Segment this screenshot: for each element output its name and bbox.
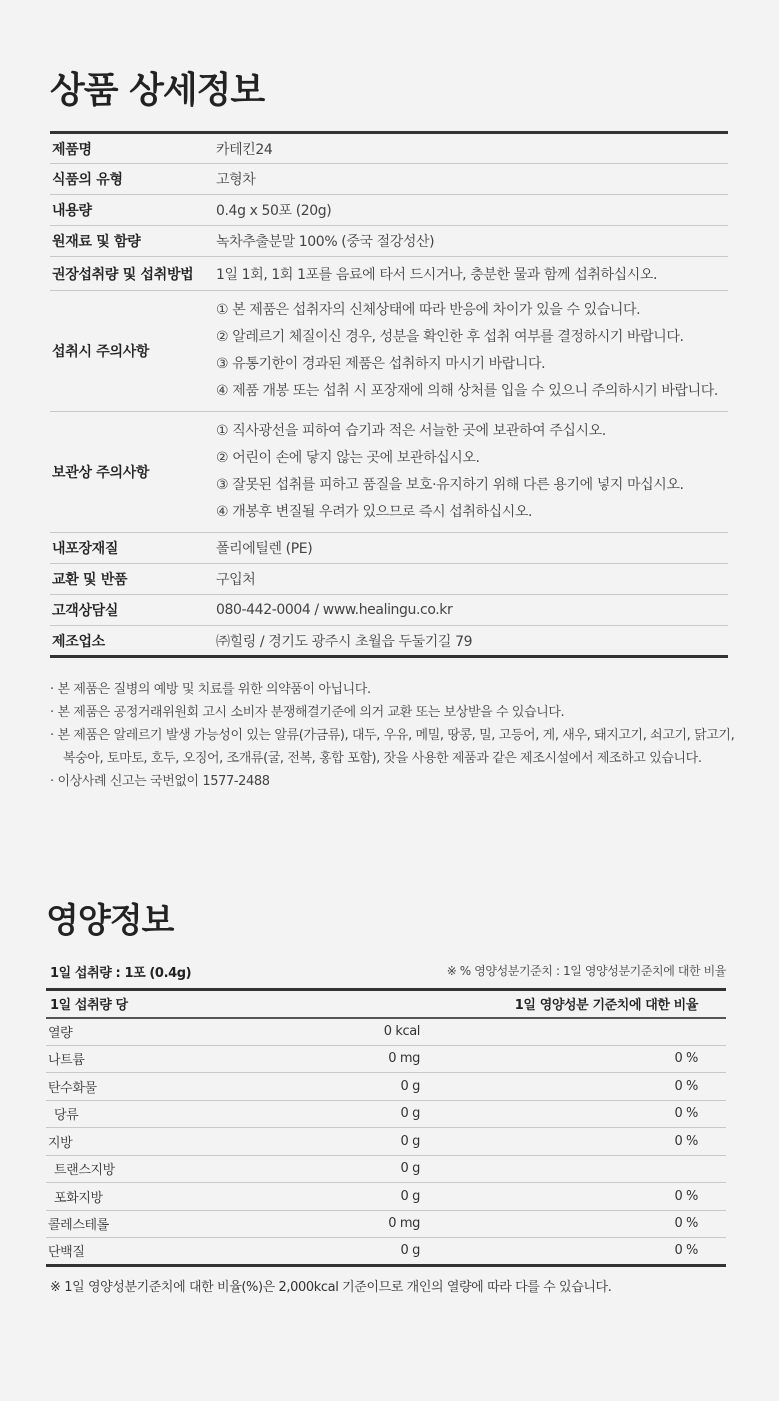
header-daily-value: 1일 영양성분 기준치에 대한 비율 bbox=[420, 990, 726, 1018]
table-row bbox=[50, 257, 728, 291]
nutrient-amount: 0 g bbox=[256, 1183, 420, 1211]
caution-line: ③ 유통기한이 경과된 제품은 섭취하지 마시기 바랍니다. bbox=[216, 356, 546, 372]
nutrient-daily-pct: 0 % bbox=[420, 1073, 726, 1101]
nutrient-daily-pct: 0 % bbox=[420, 1183, 726, 1211]
nutrient-name: 나트륨 bbox=[46, 1045, 256, 1073]
nutrient-name: 단백질 bbox=[48, 1245, 85, 1261]
row-value-content-amount: 0.4g x 50포 (20g) bbox=[216, 195, 728, 226]
nutrient-daily-pct: 0 % bbox=[420, 1045, 726, 1073]
table-row bbox=[50, 626, 728, 657]
nutrient-name: 탄수화물 bbox=[46, 1073, 256, 1101]
row-value-ingredients: 녹차추출분말 100% (중국 절강성산) bbox=[216, 226, 728, 257]
table-row bbox=[46, 1155, 726, 1183]
header-per-serving: 1일 섭취량 당 bbox=[46, 990, 420, 1018]
table-row bbox=[50, 195, 728, 226]
row-label-storage-cautions: 보관상 주의사항 bbox=[50, 412, 216, 533]
row-value-intake-cautions bbox=[216, 291, 728, 412]
row-label-ingredients: 원재료 및 함량 bbox=[50, 226, 216, 257]
product-notes bbox=[50, 678, 750, 793]
storage-line: ④ 개봉후 변질될 우려가 있으므로 즉시 섭취하십시오. bbox=[216, 504, 533, 520]
table-row bbox=[50, 412, 728, 533]
note-item: · 본 제품은 알레르기 발생 가능성이 있는 알류(가금류), 대두, 우유, 메밀, 땅콩, 밀, 고등어, 게, 새우, 돼지고기, 쇠고기, 닭고기, 복숭아, 토마토, 호두, 오징어, 조개류(굴, 전복, 홍합 포함), 잣을 사용한 제품과 같은 제조시설에서 제조하고 있습니다. bbox=[50, 724, 750, 770]
table-row bbox=[46, 1018, 726, 1046]
storage-line: ③ 잘못된 섭취를 피하고 품질을 보호·유지하기 위해 다른 용기에 넣지 마십시오. bbox=[216, 477, 684, 493]
row-value-exchange-return: 구입처 bbox=[216, 564, 728, 595]
table-row bbox=[46, 1183, 726, 1211]
nutrient-amount: 0 kcal bbox=[256, 1018, 420, 1046]
nutrient-amount: 0 g bbox=[256, 1100, 420, 1128]
nutrient-amount: 0 g bbox=[256, 1128, 420, 1156]
row-label-food-type: 식품의 유형 bbox=[50, 164, 216, 195]
nutrition-table bbox=[46, 988, 726, 1267]
nutrient-name: 트랜스지방 bbox=[46, 1155, 256, 1183]
table-row bbox=[50, 291, 728, 412]
daily-value-note: ※ % 영양성분기준치 : 1일 영양성분기준치에 대한 비율 bbox=[446, 964, 726, 978]
caution-line: ① 본 제품은 섭취자의 신체상태에 따라 반응에 차이가 있을 수 있습니다. bbox=[216, 302, 641, 318]
nutrient-daily-pct: 0 % bbox=[674, 1243, 698, 1259]
row-label-recommended-intake: 권장섭취량 및 섭취방법 bbox=[50, 257, 216, 291]
table-row bbox=[46, 1210, 726, 1238]
table-row bbox=[50, 533, 728, 564]
nutrient-amount: 0 g bbox=[400, 1243, 420, 1259]
row-value-food-type: 고형차 bbox=[216, 164, 728, 195]
note-item: · 본 제품은 질병의 예방 및 치료를 위한 의약품이 아닙니다. bbox=[50, 678, 750, 701]
row-label-manufacturer: 제조업소 bbox=[52, 633, 105, 650]
storage-line: ② 어린이 손에 닿지 않는 곳에 보관하십시오. bbox=[216, 450, 480, 466]
nutrition-title: 영양정보 bbox=[46, 901, 174, 941]
serving-row bbox=[50, 962, 726, 984]
caution-line: ④ 제품 개봉 또는 섭취 시 포장재에 의해 상처를 입을 수 있으니 주의하시기 바랍니다. bbox=[216, 383, 718, 399]
nutrient-daily-pct bbox=[420, 1018, 726, 1046]
table-row bbox=[46, 1238, 726, 1266]
row-value-recommended-intake: 1일 1회, 1회 1포를 음료에 타서 드시거나, 충분한 물과 함께 섭취하십시오. bbox=[216, 257, 728, 291]
nutrient-amount: 0 mg bbox=[256, 1045, 420, 1073]
row-value-manufacturer: ㈜힐링 / 경기도 광주시 초월읍 두둘기길 79 bbox=[216, 633, 473, 650]
nutrient-name: 지방 bbox=[46, 1128, 256, 1156]
table-row bbox=[46, 1073, 726, 1101]
row-value-customer-center: 080-442-0004 / www.healingu.co.kr bbox=[216, 595, 728, 626]
nutrition-footnote: ※ 1일 영양성분기준치에 대한 비율(%)은 2,000kcal 기준이므로 개인의 열량에 따라 다를 수 있습니다. bbox=[50, 1280, 612, 1295]
row-label-exchange-return: 교환 및 반품 bbox=[50, 564, 216, 595]
nutrient-name: 콜레스테롤 bbox=[46, 1210, 256, 1238]
row-value-storage-cautions bbox=[216, 412, 728, 533]
row-label-customer-center: 고객상담실 bbox=[50, 595, 216, 626]
table-row bbox=[50, 226, 728, 257]
note-item: · 본 제품은 공정거래위원회 고시 소비자 분쟁해결기준에 의거 교환 또는 보상받을 수 있습니다. bbox=[50, 701, 750, 724]
caution-line: ② 알레르기 체질이신 경우, 성분을 확인한 후 섭취 여부를 결정하시기 바랍니다. bbox=[216, 329, 684, 345]
table-row bbox=[50, 164, 728, 195]
row-label-packaging: 내포장재질 bbox=[50, 533, 216, 564]
table-row bbox=[46, 1045, 726, 1073]
nutrient-daily-pct: 0 % bbox=[420, 1128, 726, 1156]
product-detail-table bbox=[50, 131, 728, 658]
row-label-product-name: 제품명 bbox=[50, 133, 216, 164]
nutrition-header-row bbox=[46, 990, 726, 1018]
table-row bbox=[46, 1128, 726, 1156]
serving-size: 1일 섭취량 : 1포 (0.4g) bbox=[50, 966, 192, 981]
row-label-intake-cautions: 섭취시 주의사항 bbox=[50, 291, 216, 412]
nutrient-daily-pct: 0 % bbox=[420, 1210, 726, 1238]
table-row bbox=[50, 595, 728, 626]
row-value-packaging: 폴리에틸렌 (PE) bbox=[216, 533, 728, 564]
nutrient-amount: 0 mg bbox=[256, 1210, 420, 1238]
page-title: 상품 상세정보 bbox=[50, 70, 265, 111]
table-row bbox=[46, 1100, 726, 1128]
nutrient-name: 열량 bbox=[46, 1018, 256, 1046]
row-label-content-amount: 내용량 bbox=[50, 195, 216, 226]
nutrient-name: 포화지방 bbox=[46, 1183, 256, 1211]
nutrient-name: 당류 bbox=[46, 1100, 256, 1128]
table-row bbox=[50, 133, 728, 164]
note-item: · 이상사례 신고는 국번없이 1577-2488 bbox=[50, 770, 750, 793]
storage-line: ① 직사광선을 피하여 습기과 적은 서늘한 곳에 보관하여 주십시오. bbox=[216, 423, 606, 439]
nutrient-amount: 0 g bbox=[256, 1155, 420, 1183]
nutrient-daily-pct bbox=[420, 1155, 726, 1183]
nutrient-daily-pct: 0 % bbox=[420, 1100, 726, 1128]
row-value-product-name: 카테킨24 bbox=[216, 133, 728, 164]
table-row bbox=[50, 564, 728, 595]
nutrient-amount: 0 g bbox=[256, 1073, 420, 1101]
